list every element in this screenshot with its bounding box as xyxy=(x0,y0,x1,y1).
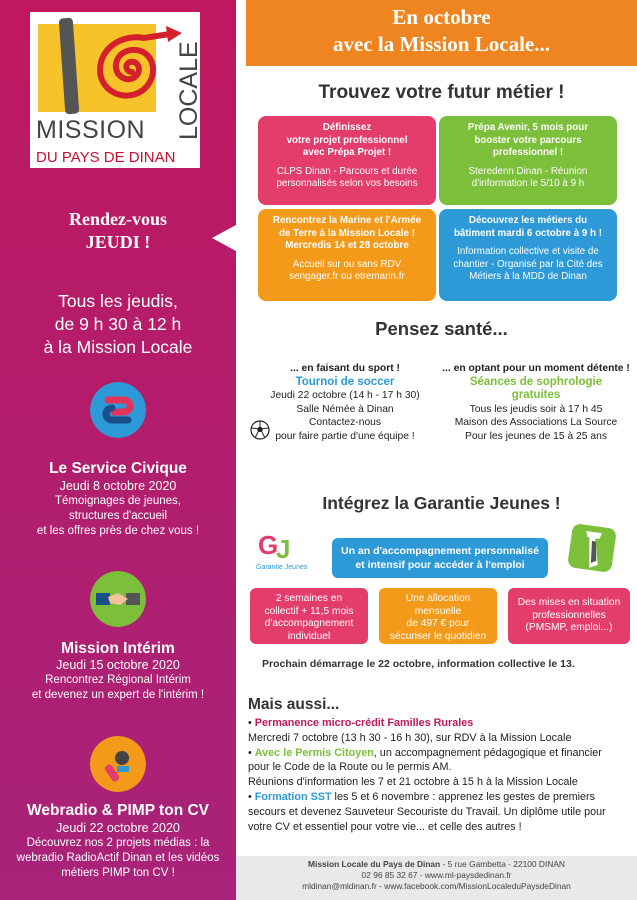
mission-interim-title: Mission Intérim xyxy=(61,640,175,657)
rdv-line-1: Rendez-vous xyxy=(69,209,167,229)
sport-line: pour faire partie d'une équipe ! xyxy=(275,430,415,442)
card-text: d'information le 5/10 à 9 h xyxy=(471,178,585,189)
card-prepa-projet xyxy=(258,116,436,205)
sst-text: votre CV et essentiel pour votre vie... et celle des autres ! xyxy=(248,820,522,833)
gj-box-line: Une allocation xyxy=(405,593,471,604)
footer-org: Mission Locale du Pays de Dinan xyxy=(308,859,441,869)
header-title xyxy=(246,4,637,58)
gj-box-line: individuel xyxy=(287,630,331,642)
mission-interim-line: Rencontrez Régional Intérim xyxy=(45,674,191,686)
gj-logo-j: J xyxy=(276,534,291,564)
service-civique-date: Jeudi 8 octobre 2020 xyxy=(59,479,177,493)
metier-title: Trouvez votre futur métier ! xyxy=(318,82,565,103)
card-text: sengager.fr ou etremarin.fr xyxy=(289,271,405,282)
bullet: • xyxy=(248,790,252,803)
jeudis-line-3: à la Mission Locale xyxy=(43,337,193,357)
gj-box-line: 2 semaines en xyxy=(275,593,343,604)
detente-line: Pour les jeunes de 15 à 25 ans xyxy=(465,430,607,442)
logo-mission-text: MISSION xyxy=(36,116,146,144)
jeudis-line-1: Tous les jeudis, xyxy=(58,291,178,311)
webradio-date: Jeudi 22 octobre 2020 xyxy=(56,821,180,835)
sst-text: secours et devenez Sauveteur Secouriste du Travail. Un diplôme utile pour xyxy=(248,805,606,818)
footer-phone-web: 02 96 85 32 67 - www.ml-paysdedinan.fr xyxy=(361,870,512,880)
service-civique-icon xyxy=(90,382,146,438)
webradio-line: webradio RadioActif Dinan et les vidéos xyxy=(16,852,220,864)
gj-box-line: collectif + 11,5 mois xyxy=(264,605,354,617)
mais-item-microcredit xyxy=(248,716,634,731)
header-line-2: avec la Mission Locale... xyxy=(333,32,550,56)
card-text-bold: Définissez xyxy=(322,122,372,133)
footer-address: - 5 rue Gambetta - 22100 DINAN xyxy=(440,859,565,869)
card-text: Métiers à la MDD de Dinan xyxy=(469,271,587,282)
service-civique-line: structures d'accueil xyxy=(68,510,168,522)
card-text: Steredenn Dinan - Réunion xyxy=(468,165,588,177)
service-civique-body xyxy=(0,479,236,539)
gj-logo-g: G xyxy=(258,530,279,560)
webradio-line: Découvrez nos 2 projets médias : la xyxy=(26,837,210,849)
sante-sport xyxy=(250,362,440,443)
logo-subtitle: DU PAYS DE DINAN xyxy=(36,149,176,166)
card-prepa-avenir xyxy=(439,116,617,205)
gj-box-line: Des mises en situation xyxy=(517,597,621,608)
gj-logo-text: Garantie Jeunes xyxy=(256,564,308,571)
gj-box-line: professionnelles xyxy=(532,609,606,621)
service-civique-line: Témoignages de jeunes, xyxy=(55,495,181,507)
card-text-bold: de Terre à la Mission Locale ! xyxy=(279,227,415,239)
sante-detente xyxy=(436,362,636,443)
rdv-line-2: JEUDI ! xyxy=(85,232,151,252)
permis-text: Réunions d'information les 7 et 21 octobre à 15 h à la Mission Locale xyxy=(248,776,578,789)
gj-box-line: d'accompagnement xyxy=(264,618,354,629)
sst-text: les 5 et 6 novembre : apprenez les gestes de premiers xyxy=(331,790,596,803)
garantie-jeunes-logo xyxy=(256,530,316,576)
card-text: chantier - Organisé par la Cité des xyxy=(453,258,603,270)
card-text: CLPS Dinan - Parcours et durée xyxy=(276,165,418,177)
gj-box-line: mensuelle xyxy=(414,605,462,617)
card-text-bold: avec Prépa Projet ! xyxy=(302,147,392,158)
soccer-ball-icon xyxy=(250,420,270,440)
microcredit-text: Mercredi 7 octobre (13 h 30 - 16 h 30), sur RDV à la Mission Locale xyxy=(248,731,572,744)
sport-highlight: Tournoi de soccer xyxy=(295,375,395,388)
banner-line: et intensif pour accéder à l'emploi xyxy=(355,559,525,571)
tie-icon xyxy=(567,523,617,573)
detente-highlight: gratuites xyxy=(511,389,561,401)
sante-title: Pensez santé... xyxy=(375,318,508,339)
footer xyxy=(236,856,637,900)
logo-locale-text: LOCALE xyxy=(175,41,203,140)
footer-line-1 xyxy=(236,859,637,870)
card-text-bold: votre projet professionnel xyxy=(286,134,408,146)
detente-line: Tous les jeudis soir à 17 h 45 xyxy=(469,403,603,415)
permis-text: , un accompagnement pédagogique et financier xyxy=(373,746,602,759)
mission-interim-line: et devenez un expert de l'intérim ! xyxy=(31,689,205,701)
gj-box-allocation xyxy=(379,588,497,644)
gj-box-line: sécuriser le quotidien xyxy=(389,630,487,642)
card-text: Information collective et visite de xyxy=(457,246,599,257)
detente-lead: ... en optant pour un moment détente ! xyxy=(442,363,630,374)
banner-line: Un an d'accompagnement personnalisé xyxy=(341,545,539,557)
card-text-bold: Découvrez les métiers du xyxy=(468,215,588,226)
garantie-banner xyxy=(332,538,548,578)
sport-lead: ... en faisant du sport ! xyxy=(290,363,400,374)
logo-locale-wrap xyxy=(175,22,203,142)
webradio-body xyxy=(0,821,236,881)
sport-line: Jeudi 22 octobre (14 h - 17 h 30) xyxy=(270,390,420,401)
header-line-1: En octobre xyxy=(392,5,491,29)
mission-locale-logo xyxy=(30,12,203,168)
microcredit-label: Permanence micro-crédit Familles Rurales xyxy=(254,717,474,729)
jeudis-schedule xyxy=(0,290,236,359)
card-marine-armee xyxy=(258,209,436,301)
handshake-icon xyxy=(90,571,146,627)
card-text-bold: Prépa Avenir, 5 mois pour xyxy=(467,122,589,133)
detente-line: Maison des Associations La Source xyxy=(454,417,618,428)
mission-interim-date: Jeudi 15 octobre 2020 xyxy=(56,658,180,672)
card-metiers-batiment xyxy=(439,209,617,301)
mais-aussi-body xyxy=(248,716,634,834)
jeudis-line-2: de 9 h 30 à 12 h xyxy=(54,314,182,334)
card-text-bold: Mercredis 14 et 28 octobre xyxy=(285,240,409,251)
card-text: Accueil sur ou sans RDV xyxy=(292,258,402,270)
permis-label: Avec le Permis Citoyen xyxy=(254,746,374,759)
garantie-title: Intégrez la Garantie Jeunes ! xyxy=(322,493,561,513)
card-text-bold: professionnel ! xyxy=(492,147,564,158)
rendez-vous-heading xyxy=(0,208,236,254)
mais-item-sst xyxy=(248,790,634,805)
garantie-prochain: Prochain démarrage le 22 octobre, information collective le 13. xyxy=(262,658,575,670)
sport-line: Salle Némée à Dinan xyxy=(296,403,394,415)
card-text: personnalisés selon vos besoins xyxy=(276,178,418,189)
card-text-bold: bâtiment mardi 6 octobre à 9 h ! xyxy=(453,227,603,239)
footer-mail-fb: mldinan@mldinan.fr - www.facebook.com/MissionLocaleduPaysdeDinan xyxy=(302,881,571,891)
service-civique-title: Le Service Civique xyxy=(49,460,187,477)
gj-box-accompagnement xyxy=(250,588,368,644)
bullet: • xyxy=(248,717,252,729)
sport-line: Contactez-nous xyxy=(308,417,382,428)
detente-highlight: Séances de sophrologie xyxy=(469,375,603,388)
bullet: • xyxy=(248,746,252,759)
gj-box-mises-en-situation xyxy=(508,588,630,644)
card-text-bold: Rencontrez la Marine et l'Armée xyxy=(272,215,422,226)
mission-interim-body xyxy=(0,658,236,703)
card-text-bold: booster votre parcours xyxy=(474,134,582,146)
gj-box-line: (PMSMP, emploi...) xyxy=(525,622,613,633)
webradio-title: Webradio & PIMP ton CV xyxy=(27,802,209,819)
gj-box-line: de 497 € pour xyxy=(406,618,470,629)
permis-text: pour le Code de la Route ou le permis AM. xyxy=(248,761,452,774)
mais-item-permis xyxy=(248,746,634,761)
spiral-icon xyxy=(70,14,190,118)
mais-aussi-title: Mais aussi... xyxy=(248,696,340,713)
webradio-line: métiers PIMP ton CV ! xyxy=(61,867,175,879)
sst-label: Formation SST xyxy=(254,790,332,803)
service-civique-line: et les offres près de chez vous ! xyxy=(36,525,200,537)
microphone-icon xyxy=(90,736,146,792)
